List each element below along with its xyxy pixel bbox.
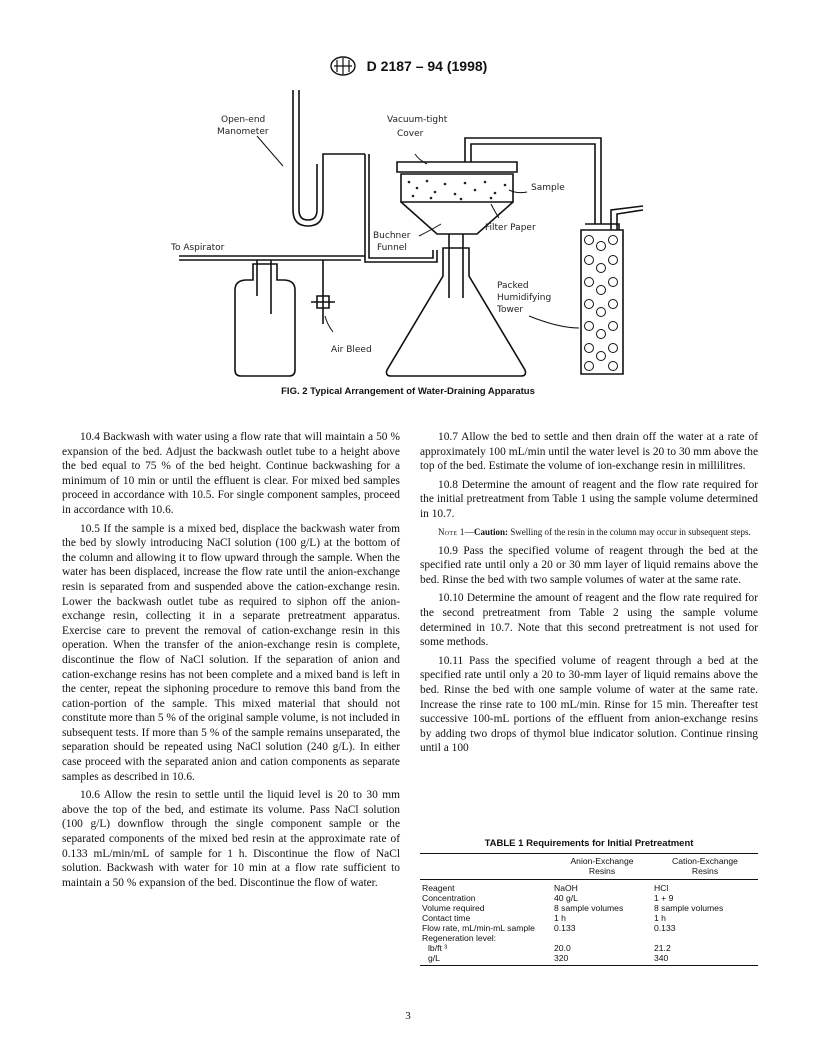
table-cell <box>552 933 652 943</box>
table-cell: Flow rate, mL/min-mL sample <box>422 923 535 933</box>
paragraph-10-6: 10.6 Allow the resin to settle until the liquid level is 20 to 30 mm above the top of the bed, and estimate its volume. Pass NaCl solution (100 g/L) downflow through the single component sample or the separated components of the mixed bed resin at the approximate rate of 0.133 mL/min/mL of sample for 1 h. Discontinue the flow of NaCl solution. Backwash with water for 10 min at a flow rate sufficient to maintain a 50 % expansion of the bed. Discontinue the flow of water. <box>62 789 400 889</box>
table-cell: 1 h <box>654 913 666 923</box>
table-title: TABLE 1 Requirements for Initial Pretreatment <box>484 838 694 849</box>
paragraph-10-4: 10.4 Backwash with water using a flow rate that will maintain a 50 % expansion of the bed. Adjust the backwash outlet tube to a height above the bed equal to 75 % of the bed height. Continue backwashing for a minimum of 10 min or until the effluent is clear. For mixed bed samples proceed in accordance with 10.5. For single component samples, proceed in accordance with 10.6. <box>62 431 400 516</box>
right-column <box>420 430 758 760</box>
apparatus-figure <box>165 84 645 384</box>
table-cell: 21.2 <box>654 943 671 953</box>
table-cell: 20.0 <box>554 943 571 953</box>
table-row <box>420 913 758 923</box>
document-designation: D 2187 – 94 (1998) <box>366 58 488 74</box>
table-cell: 1 h <box>554 913 566 923</box>
table-cell: NaOH <box>554 883 578 893</box>
figure-caption: FIG. 2 Typical Arrangement of Water-Draining Apparatus <box>281 386 535 397</box>
table-cell: 1 + 9 <box>654 893 674 903</box>
note-1 <box>420 526 758 538</box>
table-header-anion <box>552 854 652 880</box>
label-filter-paper: Filter Paper <box>485 223 536 233</box>
table-header-cation <box>652 854 758 880</box>
label-cover: Cover <box>397 129 424 139</box>
table-cell <box>652 933 758 943</box>
label-buchner: Buchner <box>373 231 411 241</box>
label-humidifying: Humidifying <box>497 293 552 303</box>
left-column <box>62 430 400 894</box>
table-row <box>420 953 758 966</box>
page-header <box>0 56 816 76</box>
paragraph-10-9: 10.9 Pass the specified volume of reagent through the bed at the specified rate until only a 20 or 30 mm layer of liquid remains above the bed. Rinse the bed with two sample volumes of water at the same rate. <box>420 544 758 586</box>
table-cell: Volume required <box>422 903 485 913</box>
label-sample: Sample <box>531 183 565 193</box>
label-tower: Tower <box>497 305 524 315</box>
table-header-blank <box>420 854 552 880</box>
note-text: Swelling of the resin in the column may occur in subsequent steps. <box>508 526 751 537</box>
header-anion-line2: Resins <box>588 866 616 876</box>
table-row <box>420 903 758 913</box>
table-row <box>420 933 758 943</box>
note-label: Note 1— <box>438 526 475 537</box>
label-to-aspirator: To Aspirator <box>171 243 225 253</box>
table-cell: 0.133 <box>554 923 576 933</box>
table-cell: 0.133 <box>654 923 676 933</box>
label-air-bleed: Air Bleed <box>331 345 372 355</box>
header-cation-line2: Resins <box>691 866 719 876</box>
table-cell: Contact time <box>422 913 471 923</box>
table-cell: 40 g/L <box>554 893 578 903</box>
table-cell: Regeneration level: <box>422 933 497 943</box>
table-cell: 8 sample volumes <box>554 903 624 913</box>
page-number: 3 <box>405 1010 411 1022</box>
table-cell: lb/ft ³ <box>428 943 448 953</box>
label-vacuum-tight: Vacuum-tight <box>387 115 448 125</box>
note-caution: Caution: <box>474 526 509 537</box>
table-row <box>420 923 758 933</box>
water-draining-apparatus-diagram <box>165 84 645 384</box>
table-cell: Reagent <box>422 883 455 893</box>
paragraph-10-7: 10.7 Allow the bed to settle and then drain off the water at a rate of approximately 100 mL/min until the water level is 20 to 30 mm above the top of the bed. Estimate the volume of ion-exchange resin in millilitres. <box>420 431 758 473</box>
label-packed: Packed <box>497 281 529 291</box>
table-cell: 8 sample volumes <box>654 903 724 913</box>
label-funnel: Funnel <box>377 243 407 253</box>
table-row <box>420 943 758 953</box>
table-cell: 340 <box>652 953 758 966</box>
header-cation-line1: Cation-Exchange <box>672 856 738 866</box>
label-manometer: Manometer <box>217 127 269 137</box>
table-cell: 320 <box>552 953 652 966</box>
paragraph-10-11: 10.11 Pass the specified volume of reagent through a bed at the specified rate until only a 20 to 30-mm layer of liquid remains above the bed. Rinse the bed with one sample volume of water at the same rate. Increase the rinse rate to 100 mL/min. Rinse for 15 min. Thereafter test successive 100-mL portions of the effluent from anion-exchange resins by adding two drops of thymol blue indicator solution. Continue rinsing until a 100 <box>420 654 758 755</box>
paragraph-10-8: 10.8 Determine the amount of reagent and the flow rate required for the initial pretreatment from Table 1 using the sample volume determined in 10.7. <box>420 478 758 520</box>
label-open-end: Open-end <box>221 115 266 125</box>
paragraph-10-5: 10.5 If the sample is a mixed bed, displace the backwash water from the bed by slowly introducing NaCl solution (100 g/L) at the bottom of the column and allowing it to flow upward through the sample. When the water has been displaced, increase the flow rate until the anion-exchange resin is separated from and suspended above the cation-exchange resin. Lower the backwash outlet tube as required to siphon off the anion-exchange resin, collecting it in a separate pretreatment apparatus. Exercise care to prevent the removal of cation-exchange resin in this operation. When the transfer of the anion-exchange resin is complete, discontinue the flow of NaCl solution. If the separation of anion and cation-exchange resins has not been complete and a mixed band is left in the center, repeat the siphoning procedure to remove this band from the cation-portion of the sample. This mixed material that should not constitute more than 5 % of the original sample volume, is not included in subsequent tests. If more than 5 % of the sample remains unseparated, the separation should be repeated using NaCl solution (240 g/L). In either case proceed with the separated anion and cation components as separate samples as described in 10.6. <box>62 522 400 783</box>
astm-logo-icon <box>329 56 357 76</box>
table-cell: Concentration <box>422 893 476 903</box>
table-row <box>420 880 758 894</box>
table-cell: HCl <box>654 883 669 893</box>
table-row <box>420 893 758 903</box>
pretreatment-table <box>420 853 758 966</box>
table-header-row <box>420 854 758 880</box>
header-anion-line1: Anion-Exchange <box>570 856 634 866</box>
paragraph-10-10: 10.10 Determine the amount of reagent and the flow rate required for the second pretreatment from Table 2 using the sample volume determined in 10.7. Note that this second pretreatment is not used for some methods. <box>420 592 758 649</box>
table-cell: g/L <box>420 953 552 966</box>
